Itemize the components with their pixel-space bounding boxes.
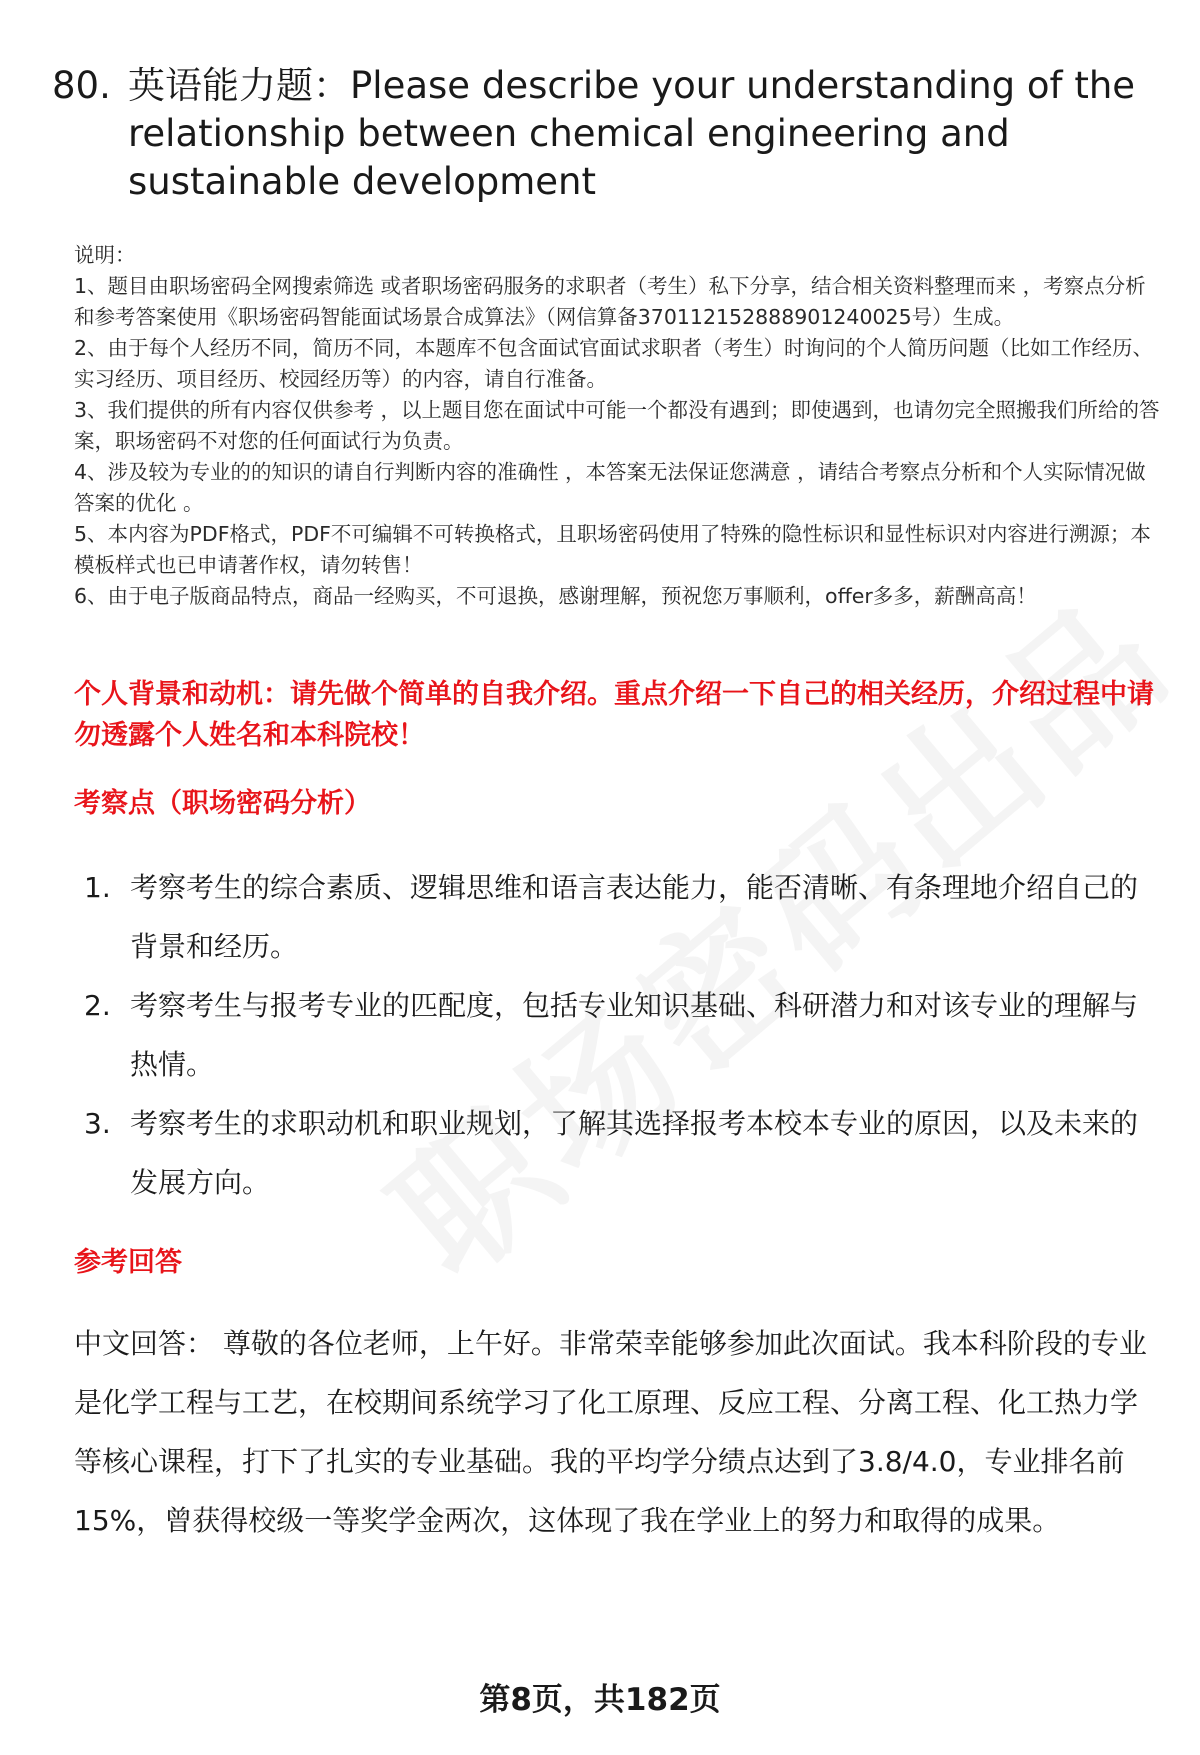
point-text: 考察考生与报考专业的匹配度，包括专业知识基础、科研潜力和对该专业的理解与热情。 [130, 989, 1139, 1081]
list-item [84, 1094, 1162, 1212]
background-prompt-heading: 个人背景和动机：请先做个简单的自我介绍。重点介绍一下自己的相关经历，介绍过程中请勿透露个人姓名和本科院校！ [74, 679, 1154, 751]
answer-paragraph: 中文回答： 尊敬的各位老师，上午好。非常荣幸能够参加此次面试。我本科阶段的专业是化学工程与工艺，在校期间系统学习了化工原理、反应工程、分离工程、化工热力学等核心课程，打下了扎实的专业基础。我的平均学分绩点达到了3.8/4.0，专业排名前15%，曾获得校级一等奖学金两次，这体现了我在学业上的努力和取得的成果。 [74, 1327, 1147, 1537]
note-item: 6、由于电子版商品特点，商品一经购买，不可退换，感谢理解，预祝您万事顺利，offer多多，薪酬高高！ [74, 584, 1037, 608]
point-number: 3. [84, 1107, 111, 1140]
point-number: 2. [84, 989, 111, 1022]
page-footer: 第8页，共182页 [479, 1682, 721, 1718]
point-text: 考察考生的综合素质、逻辑思维和语言表达能力，能否清晰、有条理地介绍自己的背景和经历。 [130, 871, 1139, 963]
note-item: 1、题目由职场密码全网搜索筛选 或者职场密码服务的求职者（考生）私下分享，结合相关资料整理而来 ，考察点分析和参考答案使用《职场密码智能面试场景合成算法》（网信算备370112152888901240025号）生成。 [74, 274, 1146, 329]
answer-heading: 参考回答 [74, 1247, 182, 1278]
point-number: 1. [84, 871, 111, 904]
disclaimer-notes [74, 240, 1166, 612]
note-item: 4、涉及较为专业的的知识的请自行判断内容的准确性 ，本答案无法保证您满意 ，请结合考察点分析和个人实际情况做答案的优化 。 [74, 460, 1146, 515]
note-item: 2、由于每个人经历不同，简历不同，本题库不包含面试官面试求职者（考生）时询问的个人简历问题（比如工作经历、实习经历、项目经历、校园经历等）的内容，请自行准备。 [74, 336, 1154, 391]
analysis-heading: 考察点（职场密码分析） [74, 788, 371, 819]
question-number: 80. [52, 64, 111, 107]
list-item [84, 976, 1162, 1094]
analysis-points-list [84, 858, 1162, 1212]
list-item [84, 858, 1162, 976]
notes-heading: 说明： [74, 243, 136, 267]
note-item: 3、我们提供的所有内容仅供参考 ，以上题目您在面试中可能一个都没有遇到；即使遇到，也请勿完全照搬我们所给的答案，职场密码不对您的任何面试行为负责。 [74, 398, 1160, 453]
point-text: 考察考生的求职动机和职业规划，了解其选择报考本校本专业的原因，以及未来的发展方向。 [130, 1107, 1139, 1199]
question-text: 英语能力题：Please describe your understanding of the relationship between chemical engineering and sustainable development [128, 64, 1136, 203]
question-title [52, 62, 1162, 206]
note-item: 5、本内容为PDF格式，PDF不可编辑不可转换格式，且职场密码使用了特殊的隐性标识和显性标识对内容进行溯源；本模板样式也已申请著作权，请勿转售！ [74, 522, 1151, 577]
